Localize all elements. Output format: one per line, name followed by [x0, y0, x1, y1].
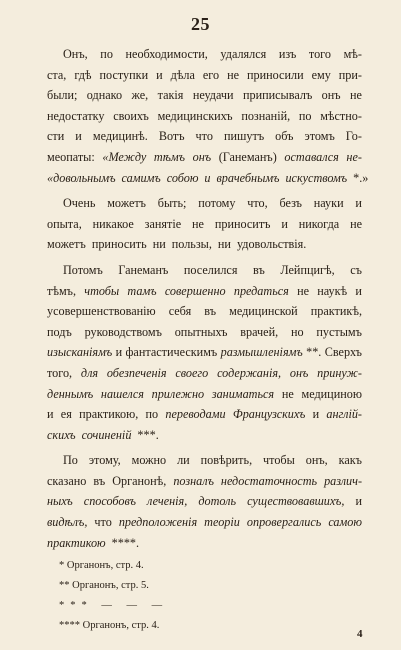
word: удовольствія. — [236, 237, 307, 252]
word: Онъ, — [63, 47, 88, 61]
word: пустымъ — [316, 324, 362, 339]
word: самою — [328, 515, 362, 530]
word: практикѣ, — [310, 304, 362, 319]
text-line — [47, 512, 362, 533]
word: практикою — [47, 535, 106, 550]
word: приносили — [247, 67, 304, 82]
word: и — [355, 283, 362, 298]
word: и — [75, 129, 82, 144]
text-line — [47, 260, 362, 281]
word: этомъ — [304, 129, 335, 144]
word: усовершенствованію — [47, 304, 156, 319]
word: (Ганеманъ) — [218, 149, 277, 164]
text-line — [47, 214, 362, 235]
signature-mark: 4 — [357, 628, 363, 640]
word: различ- — [324, 473, 362, 488]
word: какъ — [338, 453, 362, 468]
text-line — [47, 193, 362, 214]
word: ея — [60, 407, 72, 422]
word: содержанія, — [217, 365, 282, 380]
paragraph — [47, 260, 362, 445]
word: дотоль — [198, 494, 237, 509]
text-line — [47, 234, 362, 255]
word: можетъ — [47, 237, 86, 252]
word: объ — [275, 129, 294, 144]
word: скихъ — [47, 427, 76, 442]
word: тѣмъ, — [47, 283, 77, 298]
word: совершенно — [164, 283, 226, 298]
footnote-1: * Органонъ, стр. 4. — [59, 560, 144, 571]
word: переводами — [165, 407, 226, 422]
word: не — [281, 386, 294, 401]
word: руководствомъ — [84, 324, 162, 339]
word: *.» — [353, 170, 369, 185]
word: и — [312, 407, 320, 422]
word: его — [202, 67, 220, 82]
word: и — [47, 407, 54, 422]
word: приносить — [91, 237, 147, 252]
word: этому, — [88, 453, 121, 468]
word: Лейпцигѣ, — [280, 262, 335, 277]
word: такія — [157, 88, 184, 103]
word: безъ — [279, 196, 302, 211]
paragraph — [47, 193, 362, 255]
word: онъ — [321, 88, 341, 103]
word: что — [94, 515, 112, 530]
word: и — [204, 170, 211, 185]
word: удалялся — [220, 47, 267, 61]
word: деннымъ — [47, 386, 94, 401]
word: что, — [247, 196, 268, 211]
word: «Между — [102, 149, 147, 164]
word: были; — [47, 88, 78, 103]
word: для — [80, 365, 99, 380]
word: леченія, — [147, 494, 188, 509]
word: теоріи — [204, 515, 240, 530]
paragraph — [47, 450, 362, 553]
word: гдѣ — [74, 67, 92, 82]
word: онъ — [289, 365, 309, 380]
word: меопаты: — [47, 149, 95, 164]
word: не — [192, 216, 204, 231]
text-line — [47, 450, 362, 471]
text-line — [47, 147, 362, 168]
word: опыта, — [47, 216, 82, 231]
word: дѣла — [170, 67, 195, 82]
word: не- — [346, 149, 362, 164]
word: въ — [204, 304, 217, 319]
word: при- — [338, 67, 362, 82]
word: опытныхъ — [174, 324, 228, 339]
word: предаться — [233, 283, 289, 298]
word: сочиненій — [81, 427, 132, 442]
word: англій- — [326, 407, 362, 422]
word: по — [145, 407, 159, 422]
word: никогда — [298, 216, 340, 231]
word: можно — [131, 453, 167, 468]
word: ****. — [111, 535, 140, 550]
word: сти — [47, 129, 65, 144]
text-line — [47, 106, 362, 127]
word: медицинскихъ — [157, 108, 233, 123]
word: познаній, — [241, 108, 291, 123]
word: ему — [311, 67, 331, 82]
word: самимъ — [121, 170, 161, 185]
word: наукѣ — [317, 283, 348, 298]
word: сказано — [47, 473, 87, 488]
page-body-text — [47, 44, 369, 553]
word: онъ — [192, 149, 212, 164]
word: ни — [217, 237, 231, 252]
word: оставался — [284, 149, 339, 164]
word: предположенія — [118, 515, 198, 530]
word: и — [156, 67, 163, 82]
word: врачей, — [240, 324, 279, 339]
word: быть; — [157, 196, 187, 211]
word: «довольнымъ — [47, 170, 116, 185]
word: своихъ — [113, 108, 149, 123]
word: въ — [253, 262, 265, 277]
word: и — [115, 345, 123, 360]
word: способовъ — [83, 494, 136, 509]
word: науки — [313, 196, 344, 211]
paragraph — [47, 44, 369, 188]
text-line — [47, 491, 362, 512]
word: приписывалъ — [242, 88, 313, 103]
word: неудачи — [192, 88, 234, 103]
word: себя — [168, 304, 192, 319]
word: пишутъ — [223, 129, 265, 144]
word: ***. — [137, 427, 159, 442]
word: въ — [93, 473, 106, 488]
text-line — [47, 322, 362, 343]
word: не — [227, 67, 240, 82]
word: По — [63, 453, 78, 468]
word: опровергались — [246, 515, 322, 530]
word: ли — [177, 453, 190, 468]
word: чтобы — [84, 283, 120, 298]
word: подъ — [47, 324, 72, 339]
text-line — [47, 471, 362, 492]
word: никакое — [92, 216, 134, 231]
footnote-2: ** Органонъ, стр. 5. — [59, 580, 149, 591]
word: собою — [166, 170, 199, 185]
word: медициною — [301, 386, 362, 401]
text-line — [47, 384, 362, 405]
word: Ганеманъ — [118, 262, 169, 277]
word: своего — [175, 365, 209, 380]
word: Го- — [345, 129, 362, 144]
text-line — [47, 425, 362, 446]
word: по — [298, 108, 312, 123]
word: но — [290, 324, 304, 339]
word: врачебнымъ — [216, 170, 280, 185]
word: не — [350, 216, 362, 231]
word: Потомъ — [63, 262, 103, 277]
word: того — [308, 47, 331, 61]
word: недостаточность — [220, 473, 318, 488]
text-line — [47, 363, 362, 384]
word: мѣ- — [343, 47, 362, 61]
word: однако — [86, 88, 123, 103]
word: существовавшихъ, — [247, 494, 345, 509]
word: изысканіямъ — [47, 345, 113, 360]
word: можетъ — [107, 196, 146, 211]
text-line — [47, 301, 362, 322]
word: повѣрить, — [200, 453, 253, 468]
word: не — [349, 88, 362, 103]
word: Органонѣ, — [112, 473, 167, 488]
text-line — [47, 281, 362, 302]
word: прилежно — [151, 386, 205, 401]
word: чтобы — [263, 453, 295, 468]
page-number: 25 — [191, 14, 210, 34]
text-line — [47, 126, 362, 147]
word: поселился — [183, 262, 238, 277]
word: Очень — [63, 196, 96, 211]
word: практикою, — [79, 407, 139, 422]
word: изъ — [278, 47, 297, 61]
text-line — [47, 342, 362, 363]
word: позналъ — [173, 473, 214, 488]
word: тѣмъ — [153, 149, 185, 164]
word: Сверхъ — [324, 345, 362, 360]
word: Вотъ — [158, 129, 185, 144]
text-line — [47, 404, 362, 425]
word: нашелся — [100, 386, 144, 401]
word: того, — [47, 365, 73, 380]
word: Французскихъ — [232, 407, 306, 422]
word: занятіе — [144, 216, 182, 231]
word: приноситъ — [214, 216, 271, 231]
word: тамъ — [127, 283, 157, 298]
word: не — [297, 283, 309, 298]
word: ста, — [47, 67, 67, 82]
word: съ — [350, 262, 362, 277]
word: недостатку — [47, 108, 105, 123]
word: принуж- — [317, 365, 362, 380]
word: пользы, — [171, 237, 212, 252]
footnote-4: **** Органонъ, стр. 4. — [59, 620, 160, 631]
word: медицинѣ. — [92, 129, 148, 144]
text-line — [47, 65, 362, 86]
word: обезпеченія — [106, 365, 167, 380]
word: видѣлъ, — [47, 515, 88, 530]
word: что — [195, 129, 213, 144]
word: и — [281, 216, 288, 231]
text-line — [47, 85, 362, 106]
word: и — [355, 494, 362, 509]
word: потому — [198, 196, 236, 211]
word: и — [355, 196, 362, 211]
text-line — [47, 533, 362, 554]
word: **. — [306, 345, 322, 360]
word: по — [100, 47, 113, 61]
footnotes — [47, 556, 362, 636]
word: искуствомъ — [285, 170, 348, 185]
word: поступки — [99, 67, 149, 82]
word: заниматься — [211, 386, 275, 401]
word: необходимости, — [125, 47, 208, 61]
word: фантастическимъ — [125, 345, 218, 360]
footnote-3: *** — — — — [59, 600, 169, 611]
word: ныхъ — [47, 494, 73, 509]
text-line — [47, 44, 362, 65]
word: размышленіямъ — [220, 345, 303, 360]
word: онъ, — [305, 453, 328, 468]
text-line — [47, 168, 369, 189]
word: медицинской — [229, 304, 298, 319]
word: ни — [152, 237, 166, 252]
word: мѣстно- — [320, 108, 362, 123]
word: же, — [131, 88, 149, 103]
